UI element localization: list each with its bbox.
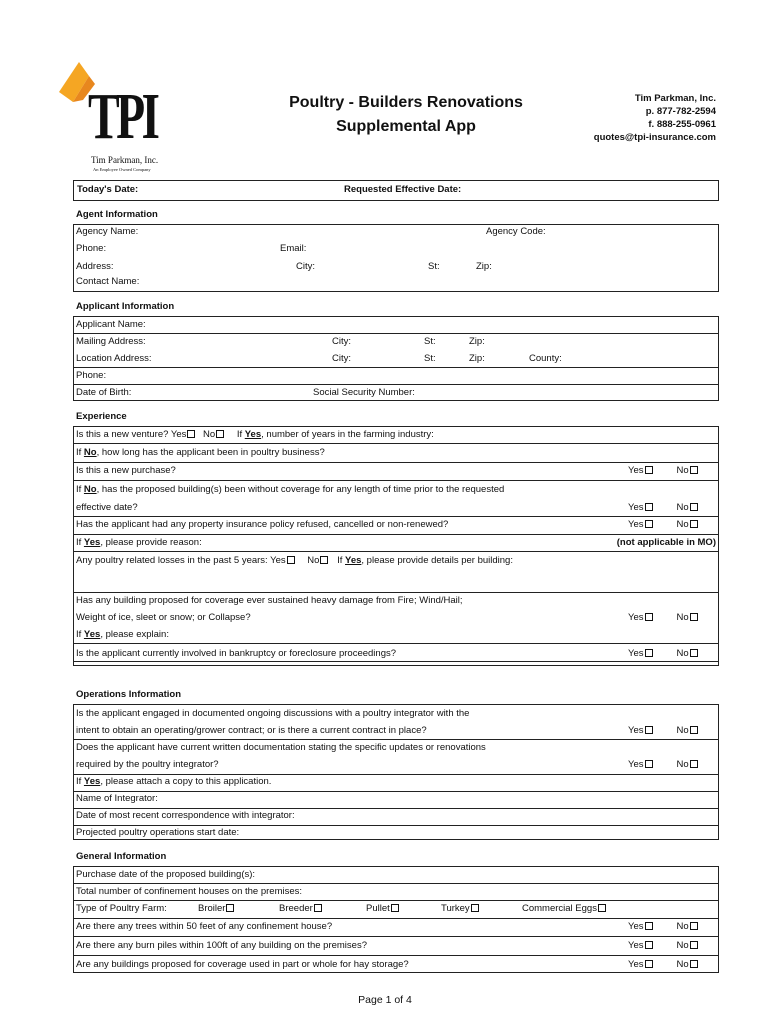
- general-heading: General Information: [76, 851, 167, 862]
- effective-date-label: Requested Effective Date:: [344, 184, 462, 195]
- burn-piles-question: Are there any burn piles within 100ft of any building on the premises?: [76, 940, 367, 951]
- experience-heading: Experience: [76, 411, 127, 422]
- pullet-option[interactable]: Pullet: [366, 903, 399, 914]
- losses-no-checkbox[interactable]: [320, 556, 328, 564]
- agent-address-label: Address:: [76, 261, 114, 272]
- integrator-name-label: Name of Integrator:: [76, 793, 158, 804]
- mailing-st-label: St:: [424, 336, 436, 347]
- yesno-coverage-gap[interactable]: Yes No: [628, 502, 698, 513]
- todays-date-label: Today's Date:: [77, 184, 139, 195]
- yesno-new-purchase[interactable]: Yes No: [628, 465, 698, 476]
- dob-label: Date of Birth:: [76, 387, 132, 398]
- contact-email[interactable]: quotes@tpi-insurance.com: [593, 132, 716, 143]
- agent-box: [73, 224, 719, 292]
- attach-copy-note: If Yes, please attach a copy to this application.: [76, 776, 272, 787]
- page-number: Page 1 of 4: [358, 994, 412, 1006]
- mailing-zip-label: Zip:: [469, 336, 485, 347]
- coverage-gap-question: If No, has the proposed building(s) been without coverage for any length of time prior to the requested: [76, 484, 505, 495]
- agent-zip-label: Zip:: [476, 261, 492, 272]
- breeder-option[interactable]: Breeder: [279, 903, 322, 914]
- correspondence-date-label: Date of most recent correspondence with integrator:: [76, 810, 295, 821]
- contact-name: Tim Parkman, Inc.: [634, 93, 716, 104]
- integrator-discussion-question-2: intent to obtain an operating/grower contract; or is there a current contract in place?: [76, 725, 427, 736]
- coverage-gap-question-2: effective date?: [76, 502, 138, 513]
- not-applicable-mo-note: (not applicable in MO): [616, 537, 716, 548]
- agency-code-label: Agency Code:: [486, 226, 546, 237]
- logo-tagline: An Employee Owned Company: [93, 167, 151, 172]
- location-address-label: Location Address:: [76, 353, 152, 364]
- agent-phone-label: Phone:: [76, 243, 107, 254]
- policy-refused-question: Has the applicant had any property insurance policy refused, cancelled or non-renewed?: [76, 519, 449, 530]
- agent-city-label: City:: [296, 261, 315, 272]
- page-subtitle: Supplemental App: [336, 118, 476, 135]
- page-title: Poultry - Builders Renovations: [289, 94, 523, 111]
- yesno-burn-piles[interactable]: Yes No: [628, 940, 698, 951]
- confinement-houses-label: Total number of confinement houses on the premises:: [76, 886, 303, 897]
- yesno-integrator[interactable]: Yes No: [628, 725, 698, 736]
- location-city-label: City:: [332, 353, 351, 364]
- purchase-date-label: Purchase date of the proposed building(s):: [76, 869, 256, 880]
- applicant-name-label: Applicant Name:: [76, 319, 146, 330]
- farm-type-label: Type of Poultry Farm:: [76, 903, 167, 914]
- agent-st-label: St:: [428, 261, 440, 272]
- new-venture-question: Is this a new venture? Yes No If Yes, number of years in the farming industry:: [76, 429, 434, 440]
- losses-yes-checkbox[interactable]: [287, 556, 295, 564]
- poultry-business-question: If No, how long has the applicant been in poultry business?: [76, 447, 325, 458]
- refused-reason-label: If Yes, please provide reason:: [76, 537, 202, 548]
- logo-company: Tim Parkman, Inc.: [91, 155, 159, 165]
- losses-question: Any poultry related losses in the past 5 years: Yes No If Yes, please provide details per building:: [76, 555, 513, 566]
- new-venture-no-checkbox[interactable]: [216, 430, 224, 438]
- commercial-eggs-option[interactable]: Commercial Eggs: [522, 903, 606, 914]
- mailing-address-label: Mailing Address:: [76, 336, 146, 347]
- location-st-label: St:: [424, 353, 436, 364]
- yesno-hay-storage[interactable]: Yes No: [628, 959, 698, 970]
- operations-heading: Operations Information: [76, 689, 182, 700]
- contact-fax: f. 888-255-0961: [648, 119, 716, 130]
- new-venture-yes-checkbox[interactable]: [187, 430, 195, 438]
- new-purchase-question: Is this a new purchase?: [76, 465, 176, 476]
- agent-contact-label: Contact Name:: [76, 276, 140, 287]
- ssn-label: Social Security Number:: [313, 387, 415, 398]
- hay-storage-question: Are any buildings proposed for coverage used in part or whole for hay storage?: [76, 959, 409, 970]
- trees-question: Are there any trees within 50 feet of any confinement house?: [76, 921, 333, 932]
- heavy-damage-question-2: Weight of ice, sleet or snow; or Collapse?: [76, 612, 251, 623]
- agency-name-label: Agency Name:: [76, 226, 139, 237]
- written-documentation-question: Does the applicant have current written documentation stating the specific updates or renovations: [76, 742, 486, 753]
- yesno-policy-refused[interactable]: Yes No: [628, 519, 698, 530]
- written-documentation-question-2: required by the poultry integrator?: [76, 759, 219, 770]
- bankruptcy-question: Is the applicant currently involved in bankruptcy or foreclosure proceedings?: [76, 648, 397, 659]
- applicant-phone-label: Phone:: [76, 370, 107, 381]
- logo-letters: TPI: [88, 80, 157, 153]
- broiler-option[interactable]: Broiler: [198, 903, 234, 914]
- county-label: County:: [529, 353, 562, 364]
- applicant-heading: Applicant Information: [76, 301, 175, 312]
- contact-block: [594, 92, 716, 144]
- heavy-damage-question: Has any building proposed for coverage ever sustained heavy damage from Fire; Wind/Hail;: [76, 595, 463, 606]
- turkey-option[interactable]: Turkey: [441, 903, 479, 914]
- agent-email-label: Email:: [280, 243, 307, 254]
- contact-phone: p. 877-782-2594: [645, 106, 716, 117]
- mailing-city-label: City:: [332, 336, 351, 347]
- integrator-discussion-question: Is the applicant engaged in documented ongoing discussions with a poultry integrator with the: [76, 708, 470, 719]
- yesno-trees[interactable]: Yes No: [628, 921, 698, 932]
- start-date-label: Projected poultry operations start date:: [76, 827, 240, 838]
- yesno-documentation[interactable]: Yes No: [628, 759, 698, 770]
- damage-explain-label: If Yes, please explain:: [76, 629, 169, 640]
- yesno-bankruptcy[interactable]: Yes No: [628, 648, 698, 659]
- location-zip-label: Zip:: [469, 353, 485, 364]
- yesno-heavy-damage[interactable]: Yes No: [628, 612, 698, 623]
- agent-heading: Agent Information: [76, 209, 158, 220]
